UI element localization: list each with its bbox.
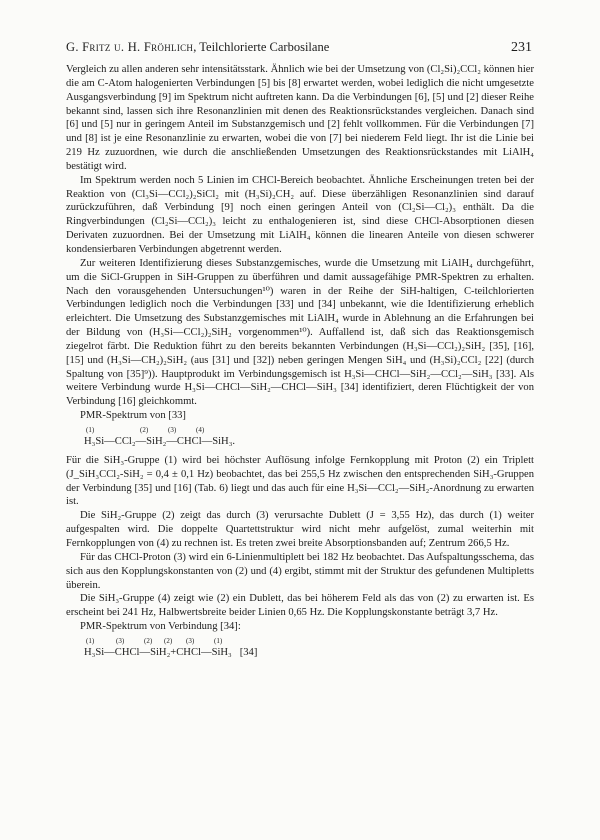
page-number: 231 [511, 40, 532, 55]
formula-34-pos-3: (2) [144, 636, 153, 645]
header-authors: G. Fritz u. H. Fröhlich [66, 40, 194, 54]
paragraph-7: Die SiH₃-Gruppe (4) zeigt wie (2) ein Dublett, das bei höherem Feld als das von (2) zu erwarten ist. Es erscheint bei 241 Hz, Halbwertsbreite beider Linien 0,65 Hz. Die Kopplungskonstante beträgt 3,7 Hz. [66, 593, 534, 619]
formula-33-pos-2: (2) [140, 425, 149, 434]
formula-34-pos-4: (2) [164, 636, 173, 645]
formula-34-pos-1: (1) [86, 636, 95, 645]
formula-34-structure: H₃Si—CHCl—SiH₂+CHCl—SiH₃ [84, 646, 232, 658]
formula-33 [84, 425, 534, 447]
formula-34-line [84, 647, 534, 658]
header-title: Teilchlorierte Carbosilane [199, 40, 330, 54]
formula-33-pos-3: (3) [168, 425, 177, 434]
formula-33-pos-4: (4) [196, 425, 205, 434]
formula-34-pos-5: (3) [186, 636, 195, 645]
spectrum-33-heading: PMR-Spektrum von [33] [80, 410, 186, 422]
spectrum-34-heading: PMR-Spektrum von Verbindung [34]: [80, 621, 241, 633]
paragraph-1: Vergleich zu allen anderen sehr intensitätsstark. Ähnlich wie bei der Umsetzung von (Cl₂Si)₂CCl₂ können hier die am C-Atom halogenierten Verbindungen [5] bis [8] erwartet werden, wobei lediglich die nicht umgesetzte Ausgangsverbindung [9] im Spektrum nicht auftreten kann. Da die Verbindungen [6], [5] und [2] dieser Reihe bekannt sind, lassen sich ihre Resonanzlinien mit denen des Reaktionsrückstandes vergleichen. Danach sind [6] und [5] nur in geringem Anteil im Substanzgemisch und [2] fehlt vollkommen. Für die Verbindungen [7] und [8] ist je eine Resonanzlinie zu erwarten, wobei die von [7] bei niederem Feld liegt. Ihr ist die Linie bei 219 Hz zuzuordnen, wie durch die anschließenden Umsetzungen des Reaktionsrückstandes mit LiAlH₄ bestätigt wird. [66, 64, 534, 172]
paragraph-6: Für das CHCl-Proton (3) wird ein 6-Linienmultiplett bei 182 Hz beobachtet. Das Aufspaltungsschema, das sich aus den Kopplungskonstanten von (2) und (4) ergibt, stimmt mit der Struktur des gefundenen Multipletts überein. [66, 551, 534, 591]
formula-34 [84, 636, 534, 658]
formula-33-pos-1: (1) [86, 425, 95, 434]
header-left: G. Fritz u. H. Fröhlich, Teilchlorierte Carbosilane [66, 40, 330, 54]
paragraph-3: Zur weiteren Identifizierung dieses Substanzgemisches, wurde die Umsetzung mit LiAlH₄ durchgeführt, um die SiCl-Gruppen in SiH-Gruppen zu überführen und damit aussagefähige PMR-Spektren zu erhalten. Nach den vorausgehenden Untersuchungen¹⁰) waren in der Reihe der SiH-haltigen, C-teilchlorierten Verbindungen lediglich noch die Verbindungen [33] und [34] unbekannt, wie die Identifizierung erheblich erleichtert. Die Umsetzung des Substanzgemisches mit LiAlH₄ wurde in Ablehnung an die Erfahrungen bei der Bildung von (H₃Si—CCl₂)₂SiH₂ vorgenommen¹⁰). Auffallend ist, daß sich das Reaktionsgemisch ziegelrot färbt. Die Reduktion führt zu den bereits bekannten Verbindungen (H₃Si—CCl₂)₂SiH₂ [35], [16], [15] und (H₃Si—CH₂)₂SiH₂ (aus [31] und [32]) neben geringen Mengen SiH₄ und (H₃Si)₂CCl₂ [22] (durch Spaltung von [35]⁹)). Hauptprodukt im Verbindungsgemisch ist H₃Si—CHCl—SiH₂—CCl₂—SiH₃ [33]. Als weitere Verbindung wurde H₃Si—CHCl—SiH₂—CHCl—SiH₃ [34] identifiziert, deren Flüchtigkeit der von Verbindung [16] gleichkommt. [66, 257, 534, 408]
formula-34-pos-6: (1) [214, 636, 223, 645]
paragraph-4: Für die SiH₃-Gruppe (1) wird bei höchster Auflösung infolge Fernkopplung mit Proton (2) ein Triplett (J_SiH₃CCl₂-SiH₂ = 0,4 ± 0,1 Hz) beobachtet, das bei 255,5 Hz zwischen den entsprechenden SiH₃-Gruppen der Verbindung [35] und [16] (Tab. 6) liegt und das auch für eine H₃Si—CCl₂—SiH₂-Anordnung zu erwarten ist. [66, 454, 534, 508]
formula-33-position-labels [84, 425, 534, 436]
formula-34-position-labels [84, 636, 534, 647]
formula-34-ref: [34] [239, 646, 258, 658]
running-header [66, 40, 532, 56]
body-text [66, 63, 534, 665]
paragraph-5: Die SiH₂-Gruppe (2) zeigt das durch (3) verursachte Dublett (J = 3,55 Hz), das durch (1) weiter aufgespalten wird. Die doppelte Quartettstruktur wird nicht mehr aufgelöst, zumal weiterhin mit Fernkopplungen von (4) zu rechnen ist. Es treten zwei breite Absorptionsbanden auf; Zentrum 266,5 Hz. [66, 510, 534, 549]
paragraph-2: Im Spektrum werden noch 5 Linien im CHCl-Bereich beobachtet. Ähnliche Erscheinungen treten bei der Reaktion von (Cl₃Si—CCl₂)₂SiCl₂ mit (H₃Si)₂CH₂ auf. Diese überzähligen Resonanzlinien sind darauf zurückzuführen, daß Verbindung [9] noch einen geringen Anteil von (Cl₂Si—Cl₂)₃ enthält. Da die Ringverbindungen (Cl₂Si—CCl₂)₃ leicht zu enthalogenieren ist, sind diese CHCl-Absorptionen diesen Derivaten zuzuordnen. Bei der Umsetzung mit LiAlH₄ können die linearen Anteile von diesen schwerer kondensierbaren Verbindungen abgetrennt werden. [66, 174, 534, 255]
formula-34-pos-2: (3) [116, 636, 125, 645]
formula-33-structure: H₃Si—CCl₂—SiH₂—CHCl—SiH₃. [84, 435, 236, 447]
